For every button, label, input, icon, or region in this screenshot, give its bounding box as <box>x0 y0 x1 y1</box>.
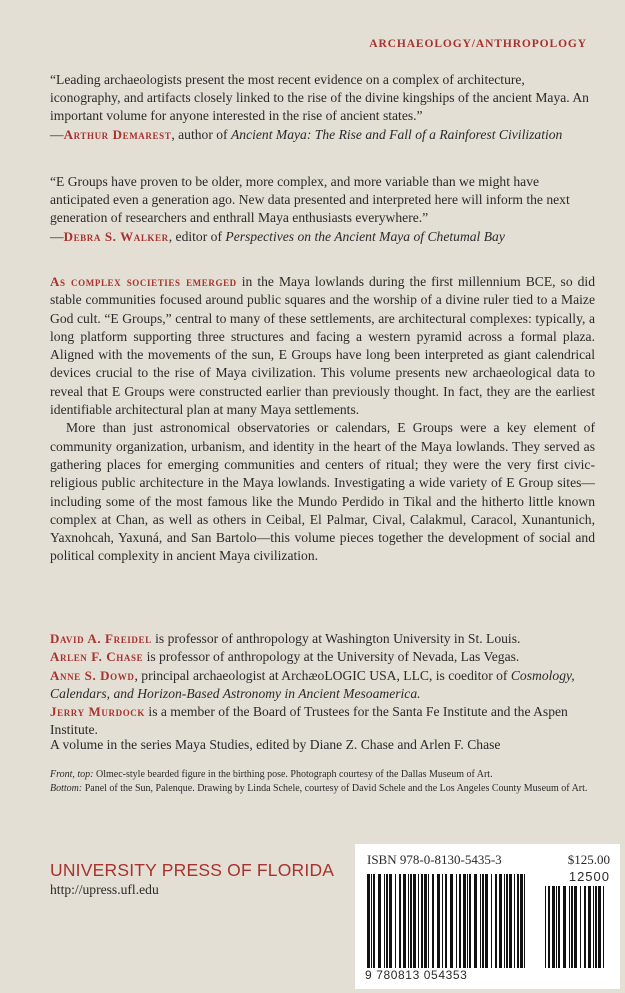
barcode-bar <box>469 874 471 968</box>
bio-text: is professor of anthropology at the University of Nevada, Las Vegas. <box>143 649 520 665</box>
barcode-bar <box>499 874 502 968</box>
barcode-bar <box>571 886 573 968</box>
praise-quote-1 <box>50 71 595 144</box>
publisher-name: UNIVERSITY PRESS OF FLORIDA <box>50 860 335 880</box>
barcode-bar <box>482 874 484 968</box>
barcode-bar <box>467 874 468 968</box>
barcode-bar <box>485 874 488 968</box>
cover-credits <box>50 768 590 795</box>
description-paragraph-1: in the Maya lowlands during the first millennium BCE, so did stable communities focused around public squares and the worship of a divine ruler tied to a Maize God cult. “E Groups,” central to many of these settlements, are architectural complexes: typically, a long platform supporting three structures and facing a western pyramid across a formal plaza. Aligned with the movements of the sun, E Groups have long been interpreted as giant calendrical devices crucial to the rise of Maya civilization. This volume presents new archaeological data to reveal that E Groups were constructed earlier than previously thought. In fact, they are the earliest identifiable architectural plan at many Maya settlements. <box>50 274 595 418</box>
editor-bios <box>50 630 595 740</box>
description-paragraph-2: More than just astronomical observatories or calendars, E Groups were a key element of community organization, urbanism, and identity in the heart of the Maya lowlands. They served as gathering places for emerging communities and centers of ritual; they were the very first civic-religious public architecture in the Maya lowlands. Investigating a wide variety of E Group sites—including some of the most famous like the Mundo Perdido in Tikal and the hitherto little known complex at Chan, as well as others in Ceibal, El Palmar, Cival, Calakmul, Caracol, Xunantunich, Yaxnohcah, Yaxuná, and San Bartolo—this volume pieces together the development of social and political complexity in ancient Maya civilization. <box>50 420 595 564</box>
barcode-bar <box>552 886 555 968</box>
barcode-bar <box>495 874 497 968</box>
barcode-bar <box>367 874 370 968</box>
barcode-bar <box>418 874 419 968</box>
barcode-bar <box>395 874 396 968</box>
barcode-panel <box>355 844 620 989</box>
ean-barcode <box>367 874 527 968</box>
barcode-bar <box>509 874 512 968</box>
barcode-bar <box>432 874 434 968</box>
praise-2-work: Perspectives on the Ancient Maya of Chetumal Bay <box>225 228 505 244</box>
barcode-bar <box>373 874 375 968</box>
barcode-bar <box>545 886 546 968</box>
price-text: $125.00 <box>567 852 610 867</box>
bio-name: Anne S. Dowd <box>50 667 135 683</box>
barcode-bar <box>421 874 423 968</box>
isbn-text: ISBN 978-0-8130-5435-3 <box>367 852 502 867</box>
barcode-bar <box>384 874 385 968</box>
category-label: ARCHAEOLOGY/ANTHROPOLOGY <box>369 38 587 50</box>
credit-front-label: Front, top: <box>50 769 94 780</box>
barcode-bar <box>524 874 525 968</box>
barcode-bar <box>603 886 604 968</box>
barcode-bar <box>593 886 594 968</box>
bio-name: Arlen F. Chase <box>50 649 144 665</box>
barcode-bar <box>480 874 481 968</box>
praise-quote-2 <box>50 173 595 246</box>
praise-2-dash: — <box>50 228 64 244</box>
barcode-bar <box>386 874 388 968</box>
barcode-bar <box>403 874 406 968</box>
bio-name: David A. Freidel <box>50 631 152 646</box>
barcode-bar <box>389 874 392 968</box>
book-description <box>50 273 595 566</box>
bio-text: is a member of the Board of Trustees for the Santa Fe Institute and the Aspen Institute. <box>50 704 568 738</box>
description-lead: As complex societies emerged <box>50 274 237 289</box>
bio-name: Jerry Murdock <box>50 704 146 720</box>
praise-1-dash: — <box>50 126 64 142</box>
barcode-bar <box>399 874 401 968</box>
barcode-bar <box>445 874 447 968</box>
barcode-bar <box>574 886 577 968</box>
series-note: A volume in the series Maya Studies, edited by Diane Z. Chase and Arlen F. Chase <box>50 737 501 752</box>
bio-item <box>50 667 595 704</box>
praise-2-author: Debra S. Walker <box>63 228 169 244</box>
barcode-bar <box>459 874 461 968</box>
barcode-bar <box>371 874 372 968</box>
barcode-bar <box>588 886 591 968</box>
barcode-bar <box>413 874 416 968</box>
ean-digits-text: 9 780813 054353 <box>365 968 468 982</box>
barcode-bar <box>474 874 477 968</box>
praise-2-role: , editor of <box>168 228 226 244</box>
barcode-bar <box>442 874 443 968</box>
barcode-bar <box>410 874 412 968</box>
bio-text: , principal archaeologist at ArchæoLOGIC USA, LLC, is coeditor of <box>134 667 511 683</box>
barcode-bar <box>428 874 429 968</box>
praise-1-quote: “Leading archaeologists present the most recent evidence on a complex of architecture, iconography, and artifacts closely linked to the rise of the divine kingships of the ancient Maya. An important volume for anyone interested in the rise of ancient states.” <box>50 72 589 124</box>
credit-bottom-label: Bottom: <box>50 782 83 794</box>
barcode-bar <box>424 874 427 968</box>
barcode-bar <box>548 886 550 968</box>
credit-front-text: Olmec-style bearded figure in the birthing pose. Photograph courtesy of the Dallas Museum of Art. <box>93 769 493 780</box>
barcode-bar <box>569 886 570 968</box>
barcode-bar <box>558 886 560 968</box>
praise-1-work: Ancient Maya: The Rise and Fall of a Rainforest Civilization <box>230 126 563 142</box>
barcode-bar <box>456 874 457 968</box>
barcode-bar <box>517 874 519 968</box>
barcode-bar <box>378 874 381 968</box>
price-addon-barcode <box>545 886 607 968</box>
bio-item <box>50 630 595 648</box>
bio-work: Cosmology, Calendars, and Horizon-Based Astronomy in Ancient Mesoamerica. <box>50 667 575 701</box>
barcode-bar <box>408 874 409 968</box>
barcode-bar <box>598 886 601 968</box>
barcode-bar <box>450 874 453 968</box>
bio-item <box>50 703 595 740</box>
barcode-bar <box>520 874 523 968</box>
barcode-bar <box>437 874 440 968</box>
barcode-bar <box>506 874 508 968</box>
bio-item <box>50 648 595 666</box>
bio-text: is professor of anthropology at Washington University in St. Louis. <box>151 631 521 646</box>
barcode-bar <box>556 886 557 968</box>
barcode-bar <box>504 874 505 968</box>
praise-2-quote: “E Groups have proven to be older, more complex, and more variable than we might have anticipated even a generation ago. New data presented and interpreted here will inform the next generation of researchers and enthrall Maya enthusiasts everywhere.” <box>50 174 570 226</box>
barcode-bar <box>463 874 466 968</box>
praise-1-role: , author of <box>171 126 231 142</box>
praise-1-author: Arthur Demarest <box>63 126 172 142</box>
barcode-bar <box>491 874 492 968</box>
publisher-url[interactable]: http://upress.ufl.edu <box>50 882 159 897</box>
price-code-text: 12500 <box>568 869 610 884</box>
barcode-bar <box>563 886 566 968</box>
barcode-bar <box>514 874 515 968</box>
barcode-bar <box>584 886 586 968</box>
credit-bottom-text: Panel of the Sun, Palenque. Drawing by Linda Schele, courtesy of David Schele and the Los Angeles County Museum of Art. <box>82 782 588 794</box>
barcode-bar <box>595 886 597 968</box>
barcode-bar <box>580 886 581 968</box>
